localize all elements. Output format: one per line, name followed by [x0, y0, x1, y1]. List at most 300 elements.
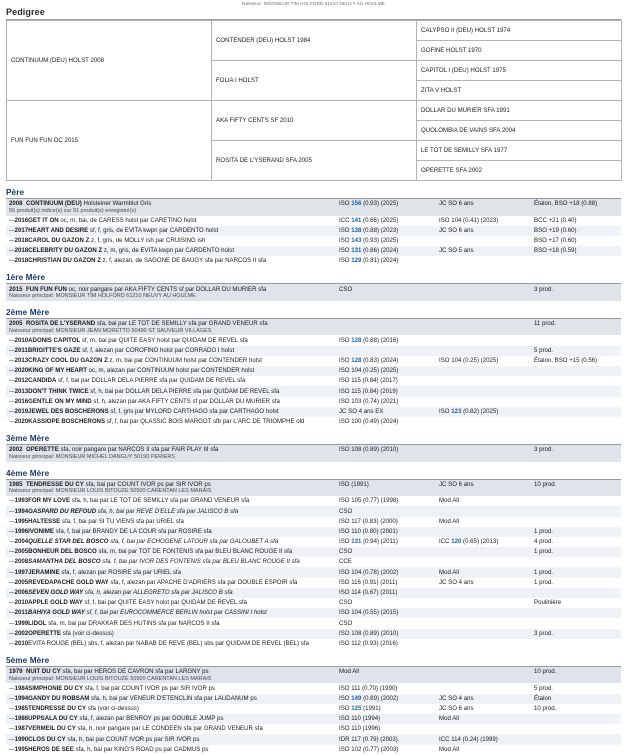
progeny-name[interactable]: HEROS DE SEE [28, 745, 74, 753]
subject-name[interactable]: CONTINUUM (DEU) [25, 200, 82, 208]
subject-name[interactable]: FUN FUN FUN [25, 285, 67, 293]
progeny-description: sfa, f, bai par IVOR DES FONTENIS sfa par BLEU BLANC ROUGE II sfa [100, 558, 300, 566]
progeny-year: 2010 [14, 599, 29, 607]
progeny-index-1: ISO 110 (0.80) (2001) [339, 527, 398, 535]
progeny-index-1: ISO 103 (0.74) (2021) [339, 397, 399, 405]
progeny-description: sfa, h, bai par KING'S ROAD ps par CADMUS ps [73, 745, 209, 753]
index-link[interactable]: 128 [351, 357, 362, 364]
bullet-dash: — [9, 518, 15, 525]
progeny-row[interactable] [6, 417, 621, 427]
progeny-qualifier [531, 745, 621, 755]
bullet-dash: — [9, 640, 15, 647]
progeny-index-2: Mod All [439, 715, 459, 723]
progeny-name[interactable]: APPLE GOLD WAY [28, 599, 83, 607]
progeny-index-2 [436, 256, 531, 266]
progeny-index-1: ISO 115 (0.84) (2017) [339, 377, 398, 385]
index-link[interactable]: 138 [351, 226, 362, 234]
subject-description: Holsteiner Warmblut Gris [83, 200, 152, 208]
progeny-name[interactable]: IVONIME [28, 527, 54, 535]
subject-index-2: JC SO 6 ans [436, 199, 531, 216]
progeny-name[interactable]: TENDRESSE DU CY [28, 705, 87, 712]
subject-row[interactable] [6, 319, 621, 336]
subject-index-2 [436, 284, 531, 301]
bullet-dash: — [9, 388, 15, 395]
progeny-description: sf, h, bai par DOLLAR DELA PIERRE sfa par QUIDAM DE REVEL sfa [88, 387, 280, 395]
progeny-description: sfa, h, noir pangare par LE CONDEEN sfa par GRAND VENEUR sfa [75, 725, 263, 733]
progeny-row[interactable] [6, 724, 621, 734]
progeny-description: z, m, gris, de EVITA kwpn par CARDENTO holst [102, 247, 235, 255]
progeny-index-1: ISO 125 (1991) [339, 705, 381, 712]
index-link[interactable]: 156 [351, 200, 362, 208]
progeny-qualifier: 5 prod. [534, 684, 553, 692]
progeny-name-cell [6, 506, 336, 516]
progeny-qualifier: 5 prod. [534, 346, 553, 354]
progeny-name[interactable]: QUELLE STAR DEL BOSCO [28, 538, 109, 546]
progeny-name[interactable]: KING OF MY HEART [28, 367, 87, 375]
progeny-name-cell [6, 397, 336, 407]
index-link[interactable]: 125 [351, 705, 362, 712]
progeny-description: sfa, f, bai par SI TU VIENS sfa par URIEL sfa [60, 517, 184, 525]
progeny-row[interactable] [6, 588, 621, 598]
progeny-qualifier: 4 prod. [534, 538, 553, 546]
bullet-dash: — [9, 685, 15, 692]
progeny-qualifier [531, 724, 621, 734]
progeny-row[interactable] [6, 714, 621, 724]
index-link[interactable]: 131 [351, 247, 362, 255]
progeny-name[interactable]: CHRISTIAN DU GAZON Z [28, 257, 101, 265]
progeny-description: sf, f, bai par QUITE EASY holst par QUIDAM DE REVEL sfa [82, 599, 248, 607]
section-mere3 [6, 434, 621, 462]
index-link[interactable]: 123 [451, 407, 462, 415]
progeny-year: 2019 [14, 407, 29, 415]
subject-row[interactable] [6, 199, 621, 216]
progeny-year: 2002 [14, 629, 29, 637]
progeny-index-2 [436, 639, 531, 649]
progeny-index-1: ISO 131 (0.86) (2024) [339, 247, 399, 255]
progeny-year: 1993 [14, 497, 29, 505]
progeny-name[interactable]: KASSIOPE BOSCHERONS [28, 418, 106, 426]
progeny-index-2 [436, 386, 531, 396]
progeny-name[interactable]: ADONIS CAPITOL [28, 336, 81, 344]
progeny-description: sfa, f, alezan par ROSIRE sfa par URIEL sfa [59, 568, 182, 576]
progeny-name-cell [6, 694, 336, 704]
progeny-description: sfa, h, bai par VENEUR D'ETENCLIN sfa par LAUDANUM ps [89, 694, 257, 702]
progeny-name[interactable]: CELEBRITY DU GAZON Z [28, 247, 103, 255]
progeny-row[interactable] [6, 226, 621, 236]
section-table [6, 284, 621, 301]
subject-description: sfa, noir pangare par NARCOS II sfa par FAIR PLAY III sfa [60, 446, 219, 454]
bullet-dash: — [9, 419, 15, 426]
progeny-index-2 [436, 397, 531, 407]
bullet-dash: — [9, 347, 15, 354]
progeny-name-cell [6, 356, 336, 366]
progeny-index-1: IDR 117 (0.79) (2003) [339, 735, 398, 743]
progeny-description: sfa, f, alezan par BENROY ps par DOUBLE JUMP ps [77, 715, 224, 723]
progeny-name-cell [6, 496, 336, 506]
progeny-qualifier [531, 639, 621, 649]
progeny-qualifier [531, 588, 621, 598]
subject-description: oc, noir pangare par AKA FIFTY CENTS sf par DOLLAR DU MURIER sfa [68, 285, 267, 293]
section-heading: 4ème Mère [6, 468, 50, 478]
subject-name[interactable]: TENDRESSE DU CY [25, 480, 84, 488]
subject-qualifier: 3 prod. [531, 445, 621, 462]
progeny-index-2: Mod All [439, 517, 459, 525]
progeny-year: 2017 [14, 226, 29, 234]
section-heading: 5ème Mère [6, 655, 50, 665]
progeny-name[interactable]: DON'T THINK TWICE [28, 387, 89, 395]
progeny-index-1: ISO 117 (0.83) (2000) [339, 517, 398, 525]
bullet-dash: — [9, 736, 15, 743]
index-link[interactable]: 129 [351, 257, 362, 265]
progeny-qualifier [531, 407, 621, 417]
progeny-index-1: ISO 143 (0.93) (2025) [339, 237, 399, 245]
progeny-index-1: ISO 128 (0.88) (2016) [339, 336, 399, 344]
progeny-index-1: ICC 141 (0.66) (2025) [339, 216, 399, 224]
progeny-index-1: ISO 129 (0.81) (2024) [339, 257, 399, 265]
section-table [6, 445, 621, 462]
index-link[interactable]: 131 [351, 538, 362, 546]
subject-name[interactable]: ROSITA DE L'YSERAND [25, 320, 96, 328]
progeny-name[interactable]: CRAZY COOL DU GAZON Z [28, 357, 108, 364]
progeny-index-2 [436, 417, 531, 427]
progeny-row[interactable] [6, 346, 621, 356]
subject-name-cell [6, 284, 336, 301]
progeny-name[interactable]: LIDOL [28, 619, 47, 627]
progeny-name[interactable]: JERAMINE [28, 568, 60, 576]
progeny-name[interactable]: CAROL DU GAZON Z [28, 237, 90, 245]
progeny-name[interactable]: BRIGITTE'S GAZE [27, 346, 81, 354]
progeny-row[interactable] [6, 496, 621, 506]
progeny-name-cell [6, 724, 336, 734]
section-table [6, 199, 621, 266]
subject-row[interactable] [6, 480, 621, 497]
progeny-name[interactable]: GANDY DU ROBSAM [28, 694, 90, 702]
progeny-row[interactable] [6, 256, 621, 266]
progeny-index-1: ISO 112 (0.93) (2016) [339, 639, 398, 647]
progeny-row[interactable] [6, 694, 621, 704]
index-link[interactable]: 149 [351, 694, 362, 702]
progeny-row[interactable] [6, 356, 621, 366]
progeny-year: 1994 [14, 507, 29, 515]
progeny-index-2 [436, 366, 531, 376]
subject-qualifier: Étalon, BSO +18 (0.88) [531, 199, 621, 216]
progeny-qualifier: BSO +17 (0.60) [534, 237, 577, 245]
progeny-name-cell [6, 588, 336, 598]
progeny-index-2 [436, 506, 531, 516]
progeny-name[interactable]: HALTESSE [28, 517, 61, 525]
progeny-year: 2018 [14, 237, 29, 245]
progeny-index-2 [436, 588, 531, 598]
bullet-dash: — [9, 706, 15, 712]
progeny-name-cell [6, 517, 336, 527]
progeny-row[interactable] [6, 557, 621, 567]
progeny-index-1: ISO 115 (0.84) (2019) [339, 387, 398, 395]
progeny-name[interactable]: OPERETTE [28, 629, 61, 637]
progeny-year: 2005 [14, 548, 29, 556]
bullet-dash: — [9, 378, 15, 385]
progeny-description: oc, m, alezan par CONTINUUM holst par CONTENDER holst [86, 367, 255, 375]
progeny-name[interactable]: SIMPHONIE DU CY [28, 684, 84, 692]
progeny-year: 1984 [14, 684, 29, 692]
progeny-row[interactable] [6, 376, 621, 386]
index-link[interactable]: 120 [451, 538, 462, 546]
subject-index-1: Mod All [336, 667, 436, 684]
progeny-qualifier: BSO +19 (0.60) [534, 226, 577, 234]
section-mere1 [6, 273, 621, 301]
progeny-name-cell [6, 618, 336, 628]
bullet-dash: — [9, 746, 15, 753]
progeny-qualifier: 1 prod. [534, 548, 553, 556]
progeny-row[interactable] [6, 608, 621, 618]
progeny-year: 1999 [14, 619, 29, 627]
subject-name[interactable]: OPERETTE [25, 446, 59, 454]
subject-name-cell [6, 199, 336, 216]
subject-index-1: ISO 156 (0.93) (2025) [336, 199, 436, 216]
progeny-description: sfa (voir ci-dessus) [61, 629, 114, 637]
progeny-index-2 [436, 724, 531, 734]
progeny-row[interactable] [6, 734, 621, 744]
progeny-year: 2004 [14, 538, 29, 546]
bullet-dash: — [9, 695, 15, 702]
progeny-index-1: JC SO 4 ans EX [339, 407, 384, 415]
dam-cell: FUN FUN FUN OC 2015 [7, 101, 212, 181]
progeny-description: oc, m, bai, de CARESS holst par CARETINO holst [58, 216, 197, 224]
subject-index-2: JC SO 6 ans [436, 480, 531, 497]
bullet-dash: — [9, 408, 15, 415]
gen3-cell: GOFINE HOLST 1970 [417, 41, 622, 61]
subject-row[interactable] [6, 667, 621, 684]
bullet-dash: — [9, 358, 15, 364]
progeny-year: 1985 [14, 705, 29, 712]
progeny-name[interactable]: GASPARD DU REFOUD [28, 507, 97, 515]
subject-index-1: ISO 108 (0.89) (2010) [336, 445, 436, 462]
progeny-row[interactable] [6, 683, 621, 693]
progeny-year: 2020 [14, 367, 29, 375]
index-link[interactable]: 141 [351, 216, 362, 224]
gen3-cell: DOLLAR DU MURIER SFA 1991 [417, 101, 622, 121]
progeny-description: sfa, m, bai par TOT DE FONTENIS sfa par BLEU BLANC ROUGE II sfa [96, 548, 293, 556]
progeny-name[interactable]: GET IT ON [28, 216, 59, 224]
progeny-name-cell [6, 557, 336, 567]
progeny-index-1: CSO [339, 599, 353, 607]
progeny-qualifier: 3 prod. [534, 629, 553, 637]
progeny-description: sfa (voir ci-dessus) [86, 705, 139, 712]
progeny-year: 1987 [14, 725, 29, 733]
progeny-name-cell [6, 567, 336, 577]
progeny-year: 2013 [14, 357, 29, 364]
progeny-name-cell [6, 578, 336, 588]
progeny-row[interactable] [6, 506, 621, 516]
progeny-row[interactable] [6, 745, 621, 755]
progeny-row[interactable] [6, 366, 621, 376]
progeny-name[interactable]: BAHIYA GOLD WAY [27, 609, 85, 617]
bullet-dash: — [9, 569, 15, 576]
progeny-name[interactable]: SAMANTHA DEL BOSCO [28, 558, 101, 566]
progeny-name-cell [6, 236, 336, 246]
progeny-index-1: ISO 108 (0.89) (2010) [339, 629, 399, 637]
progeny-name-cell [6, 608, 336, 618]
progeny-name[interactable]: SEVEN GOLD WAY [28, 589, 84, 596]
progeny-name[interactable]: CLOS DU CY [28, 735, 66, 743]
progeny-name-cell [6, 386, 336, 396]
progeny-description: sfa, h, alezan par ALLEGRETO sfa par JALISCO B sfa [83, 589, 233, 596]
progeny-year: 2011 [14, 346, 28, 354]
progeny-row[interactable] [6, 386, 621, 396]
progeny-name[interactable]: GENTLE ON MY MIND [28, 397, 92, 405]
subject-description: sfa, bai par LE TOT DE SEMILLY sfa par GRAND VENEUR sfa [96, 320, 268, 328]
bullet-dash: — [9, 217, 15, 224]
progeny-index-2: ISO 104 (0.25) (2025) [439, 357, 499, 364]
index-link[interactable]: 143 [351, 237, 362, 245]
progeny-qualifier: 1 prod. [534, 527, 553, 535]
gen3-cell: OPERETTE SFA 2002 [417, 161, 622, 181]
subject-qualifier: 11 prod. [531, 319, 621, 336]
progeny-qualifier: Poulinière [534, 599, 562, 607]
progeny-row[interactable] [6, 547, 621, 557]
progeny-year: 2011 [14, 609, 28, 617]
progeny-qualifier: Étalon, BSO +15 (0.56) [534, 357, 598, 364]
progeny-row[interactable] [6, 246, 621, 256]
progeny-index-2 [436, 376, 531, 386]
progeny-index-2 [436, 527, 531, 537]
table-row [7, 21, 622, 41]
progeny-qualifier [531, 496, 621, 506]
progeny-description: sf, f, bai par DOLLAR DELA PIERRE sfa par QUIDAM DE REVEL sfa [56, 377, 246, 385]
subject-subline: Naisseur principal: MONSIEUR LOUIS BITOUZE 50500 CARENTAN LES MARAIS [9, 488, 212, 495]
progeny-row[interactable] [6, 629, 621, 639]
progeny-index-1: ISO 111 (0.70) (1990) [339, 684, 398, 692]
section-heading: 3ème Mère [6, 434, 50, 444]
progeny-row[interactable] [6, 704, 621, 714]
subject-description: sfa, bai par COUNT IVOR ps par SIR IVOR ps [85, 480, 211, 488]
progeny-index-2 [436, 629, 531, 639]
progeny-row[interactable] [6, 397, 621, 407]
progeny-year: 2013 [14, 387, 29, 395]
subject-row[interactable] [6, 284, 621, 301]
progeny-year: 2016 [14, 397, 29, 405]
progeny-index-1: ISO 104 (0.25) (2025) [339, 367, 399, 375]
bullet-dash: — [9, 559, 15, 566]
progeny-row[interactable] [6, 407, 621, 417]
bullet-dash: — [9, 630, 15, 637]
progeny-index-1: ISO 131 (0.94) (2011) [339, 538, 398, 546]
section-table [6, 480, 621, 649]
progeny-qualifier: BSO +18 (0.59) [534, 247, 577, 255]
progeny-name[interactable]: CANDIDA [28, 377, 57, 385]
bullet-dash: — [9, 590, 15, 596]
progeny-name[interactable]: REVEDAPACHE GOLD WAY [28, 578, 109, 586]
progeny-year: 1995 [14, 517, 29, 525]
subject-name-cell [6, 319, 336, 336]
progeny-qualifier [531, 256, 621, 266]
progeny-name-cell [6, 527, 336, 537]
bullet-dash: — [9, 498, 15, 505]
progeny-row[interactable] [6, 236, 621, 246]
progeny-index-2: ICC 114 (0.24) (1999) [439, 735, 498, 743]
bullet-dash: — [9, 258, 15, 265]
bullet-dash: — [9, 528, 15, 535]
progeny-name-cell [6, 417, 336, 427]
progeny-index-2 [436, 557, 531, 567]
progeny-index-2 [436, 335, 531, 345]
subject-subline: 56 produit(s) indice(s) sur 91 produit(s) enregistré(s) [9, 207, 137, 214]
progeny-row[interactable] [6, 537, 621, 547]
subject-name[interactable]: NUIT DU CY [25, 668, 61, 676]
progeny-row[interactable] [6, 639, 621, 649]
progeny-year: 1994 [14, 694, 29, 702]
subject-row[interactable] [6, 445, 621, 462]
progeny-row[interactable] [6, 578, 621, 588]
section-heading: 2ème Mère [6, 307, 50, 317]
birth-year: 2008 [9, 200, 23, 208]
progeny-name[interactable]: UPPSALA DU CY [28, 715, 78, 723]
progeny-qualifier [531, 557, 621, 567]
progeny-name[interactable]: VERMEIL DU CY [28, 725, 76, 733]
progeny-name-cell [6, 346, 336, 356]
progeny-description: sf, f, alezan par COROFINO holst par CORRADO I holst [80, 346, 235, 354]
subject-description: sfa, bai par HEROS DE CAVRON sfa par LARGNY ps [62, 668, 209, 676]
progeny-year: 1996 [14, 527, 29, 535]
subject-name-cell [6, 480, 336, 497]
progeny-row[interactable] [6, 216, 621, 226]
progeny-name-cell [6, 734, 336, 744]
subject-qualifier: 10 prod. [531, 480, 621, 497]
gen3-cell: ZITA V HOLST [417, 81, 622, 101]
progeny-year: 2010 [14, 639, 29, 647]
subject-name-cell [6, 667, 336, 684]
progeny-description: z, f, alezan, de SAGONE DE BAUGY sfa par NARCOS II sfa [100, 257, 267, 265]
birth-year: 1979 [9, 668, 23, 676]
progeny-qualifier [531, 517, 621, 527]
bullet-dash: — [9, 549, 15, 556]
progeny-index-2 [436, 598, 531, 608]
progeny-name[interactable]: BONHEUR DEL BOSCO [28, 548, 97, 556]
progeny-row[interactable] [6, 598, 621, 608]
sire-cell: CONTINUUM (DEU) HOLST 2008 [7, 21, 212, 101]
gen3-cell: CAPITOL I (DEU) HOLST 1975 [417, 61, 622, 81]
subject-subline: Naisseur principal: MONSIEUR LOUIS BITOUZE 50500 CARENTAN LES MARAIS [9, 675, 212, 682]
progeny-year: 2008 [14, 558, 29, 566]
progeny-name[interactable]: JEWEL DES BOSCHERONS [28, 407, 109, 415]
progeny-qualifier [531, 366, 621, 376]
gen3-cell: QUOLOMBIA DE VAINS SFA 2004 [417, 121, 622, 141]
progeny-name-cell [6, 745, 336, 755]
progeny-row[interactable] [6, 527, 621, 537]
index-link[interactable]: 128 [351, 336, 362, 344]
gen3-cell: LE TOT DE SEMILLY SFA 1977 [417, 141, 622, 161]
progeny-row[interactable] [6, 517, 621, 527]
progeny-name[interactable]: HEART AND DESIRE [28, 226, 89, 234]
progeny-index-2: ISO 104 (0.41) (2023) [439, 216, 499, 224]
sire-sire-cell: CONTENDER (DEU) HOLST 1984 [212, 21, 417, 61]
progeny-row[interactable] [6, 618, 621, 628]
progeny-year: 2010 [14, 336, 29, 344]
progeny-row[interactable] [6, 567, 621, 577]
progeny-qualifier [531, 734, 621, 744]
progeny-index-1: ISO 110 (1994) [339, 715, 381, 723]
bullet-dash: — [9, 238, 15, 245]
bullet-dash: — [9, 579, 15, 586]
section-table [6, 319, 621, 427]
progeny-index-2 [436, 346, 531, 356]
progeny-name[interactable]: FOR MY LOVE [28, 497, 71, 505]
bullet-dash: — [9, 508, 15, 515]
bullet-dash: — [9, 539, 15, 546]
progeny-qualifier: 10 prod. [534, 705, 557, 712]
progeny-index-1: ISO 116 (0.91) (2011) [339, 578, 398, 586]
progeny-row[interactable] [6, 335, 621, 345]
progeny-index-2 [436, 547, 531, 557]
